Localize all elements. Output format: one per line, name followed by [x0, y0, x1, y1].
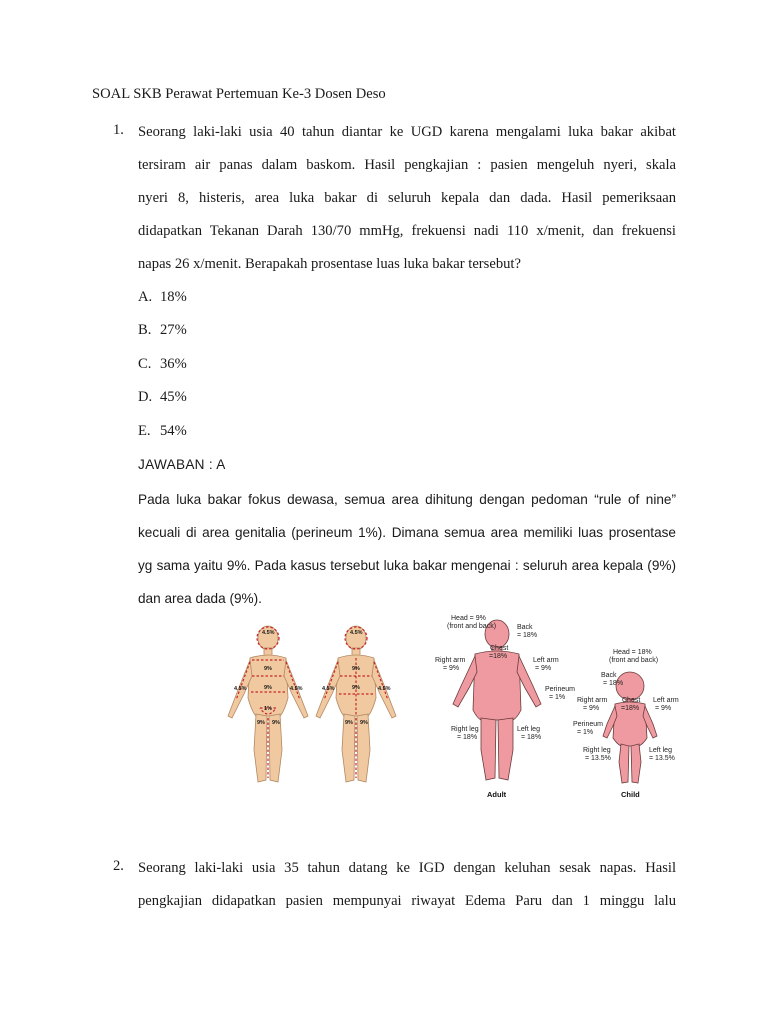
adult-back-value: = 18%	[517, 632, 538, 639]
child-chest-label: Chest	[622, 697, 641, 704]
explanation-line: yg sama yaitu 9%. Pada kasus tersebut luka bakar mengenai : seluruh area kepala (9%)	[138, 558, 676, 573]
child-body	[603, 672, 657, 783]
explanation-line: kecuali di area genitalia (perineum 1%). Dimana semua area memiliki luas prosentase	[138, 525, 676, 540]
front-genital-pct: 1%	[264, 706, 272, 712]
front-leg-left-pct: 9%	[257, 720, 265, 726]
back-abdomen-pct: 9%	[352, 685, 360, 691]
child-left-leg-value: = 13.5%	[649, 755, 675, 762]
option-c: C. 36%	[138, 356, 187, 372]
question-line: Seorang laki-laki usia 40 tahun diantar ke UGD karena mengalami luka bakar akibat	[138, 124, 676, 140]
front-head-pct: 4.5%	[262, 630, 275, 636]
adult-perineum-label: Perineum	[545, 686, 575, 693]
question-2-text	[138, 858, 676, 924]
back-body	[316, 626, 396, 782]
front-arm-right-pct: 4.5%	[290, 686, 303, 692]
back-leg-left-pct: 9%	[345, 720, 353, 726]
child-chest-value: =18%	[621, 705, 640, 712]
answer-key: JAWABAN : A	[138, 457, 226, 472]
back-arm-left-pct: 4.5%	[322, 686, 335, 692]
explanation-line: Pada luka bakar fokus dewasa, semua area dihitung dengan pedoman “rule of nine”	[138, 492, 676, 507]
adult-left-arm-value: = 9%	[535, 665, 552, 672]
child-perineum-label: Perineum	[573, 721, 603, 728]
back-head-pct: 4.5%	[350, 630, 363, 636]
question-2-number: 2.	[113, 858, 124, 874]
back-leg-right-pct: 9%	[360, 720, 368, 726]
front-arm-left-pct: 4.5%	[234, 686, 247, 692]
child-back-value: = 18%	[603, 680, 624, 687]
adult-left-leg-label: Left leg	[517, 726, 540, 733]
child-head-sublabel: (front and back)	[609, 657, 659, 664]
adult-back-label: Back	[517, 624, 533, 631]
adult-perineum-value: = 1%	[549, 694, 566, 701]
child-head-label: Head = 18%	[613, 649, 652, 656]
adult-chest-label: Chest	[490, 645, 509, 652]
option-d: D. 45%	[138, 389, 187, 405]
adult-right-leg-value: = 18%	[457, 734, 478, 741]
child-right-arm-label: Right arm	[577, 697, 608, 704]
child-back-label: Back	[601, 672, 617, 679]
adult-right-arm-label: Right arm	[435, 657, 466, 664]
front-chest-pct: 9%	[264, 666, 272, 672]
option-e: E. 54%	[138, 423, 187, 439]
adult-body	[453, 620, 541, 780]
child-left-arm-label: Left arm	[653, 697, 679, 704]
child-right-leg-label: Right leg	[583, 747, 611, 754]
adult-head-label: Head = 9%	[451, 615, 486, 622]
adult-left-arm-label: Left arm	[533, 657, 559, 664]
adult-right-arm-value: = 9%	[443, 665, 460, 672]
adult-right-leg-label: Right leg	[451, 726, 479, 733]
child-left-leg-label: Left leg	[649, 747, 672, 754]
back-arm-right-pct: 4.5%	[378, 686, 391, 692]
front-leg-right-pct: 9%	[272, 720, 280, 726]
question-line: tersiram air panas dalam baskom. Hasil pengkajian : pasien mengeluh nyeri, skala	[138, 157, 676, 173]
question-line: pengkajian didapatkan pasien mempunyai riwayat Edema Paru dan 1 minggu lalu	[138, 893, 676, 909]
child-perineum-value: = 1%	[577, 729, 594, 736]
document-title: SOAL SKB Perawat Pertemuan Ke-3 Dosen Deso	[92, 86, 386, 102]
child-right-arm-value: = 9%	[583, 705, 600, 712]
adult-caption: Adult	[487, 790, 507, 799]
question-line: didapatkan Tekanan Darah 130/70 mmHg, frekuensi nadi 110 x/menit, dan frekuensi	[138, 223, 676, 239]
option-b: B. 27%	[138, 322, 187, 338]
adult-left-leg-value: = 18%	[521, 734, 542, 741]
front-abdomen-pct: 9%	[264, 685, 272, 691]
rule-of-nines-body-figure	[220, 620, 410, 790]
question-1-number: 1.	[113, 122, 124, 138]
question-1-text	[138, 122, 676, 287]
rule-of-nines-adult-child-figure	[425, 610, 690, 805]
child-caption: Child	[621, 790, 640, 799]
question-line: nyeri 8, histeris, area luka bakar di seluruh kepala dan dada. Hasil pemeriksaan	[138, 190, 676, 206]
question-line: Seorang laki-laki usia 35 tahun datang ke IGD dengan keluhan sesak napas. Hasil	[138, 860, 676, 876]
adult-chest-value: =18%	[489, 653, 508, 660]
question-line: napas 26 x/menit. Berapakah prosentase luas luka bakar tersebut?	[138, 256, 521, 272]
explanation-line: dan area dada (9%).	[138, 591, 262, 606]
child-right-leg-value: = 13.5%	[585, 755, 611, 762]
option-a: A. 18%	[138, 289, 187, 305]
front-body	[228, 626, 308, 782]
adult-head-sublabel: (front and back)	[447, 623, 497, 630]
back-chest-pct: 9%	[352, 666, 360, 672]
child-left-arm-value: = 9%	[655, 705, 672, 712]
explanation-text	[138, 490, 676, 622]
